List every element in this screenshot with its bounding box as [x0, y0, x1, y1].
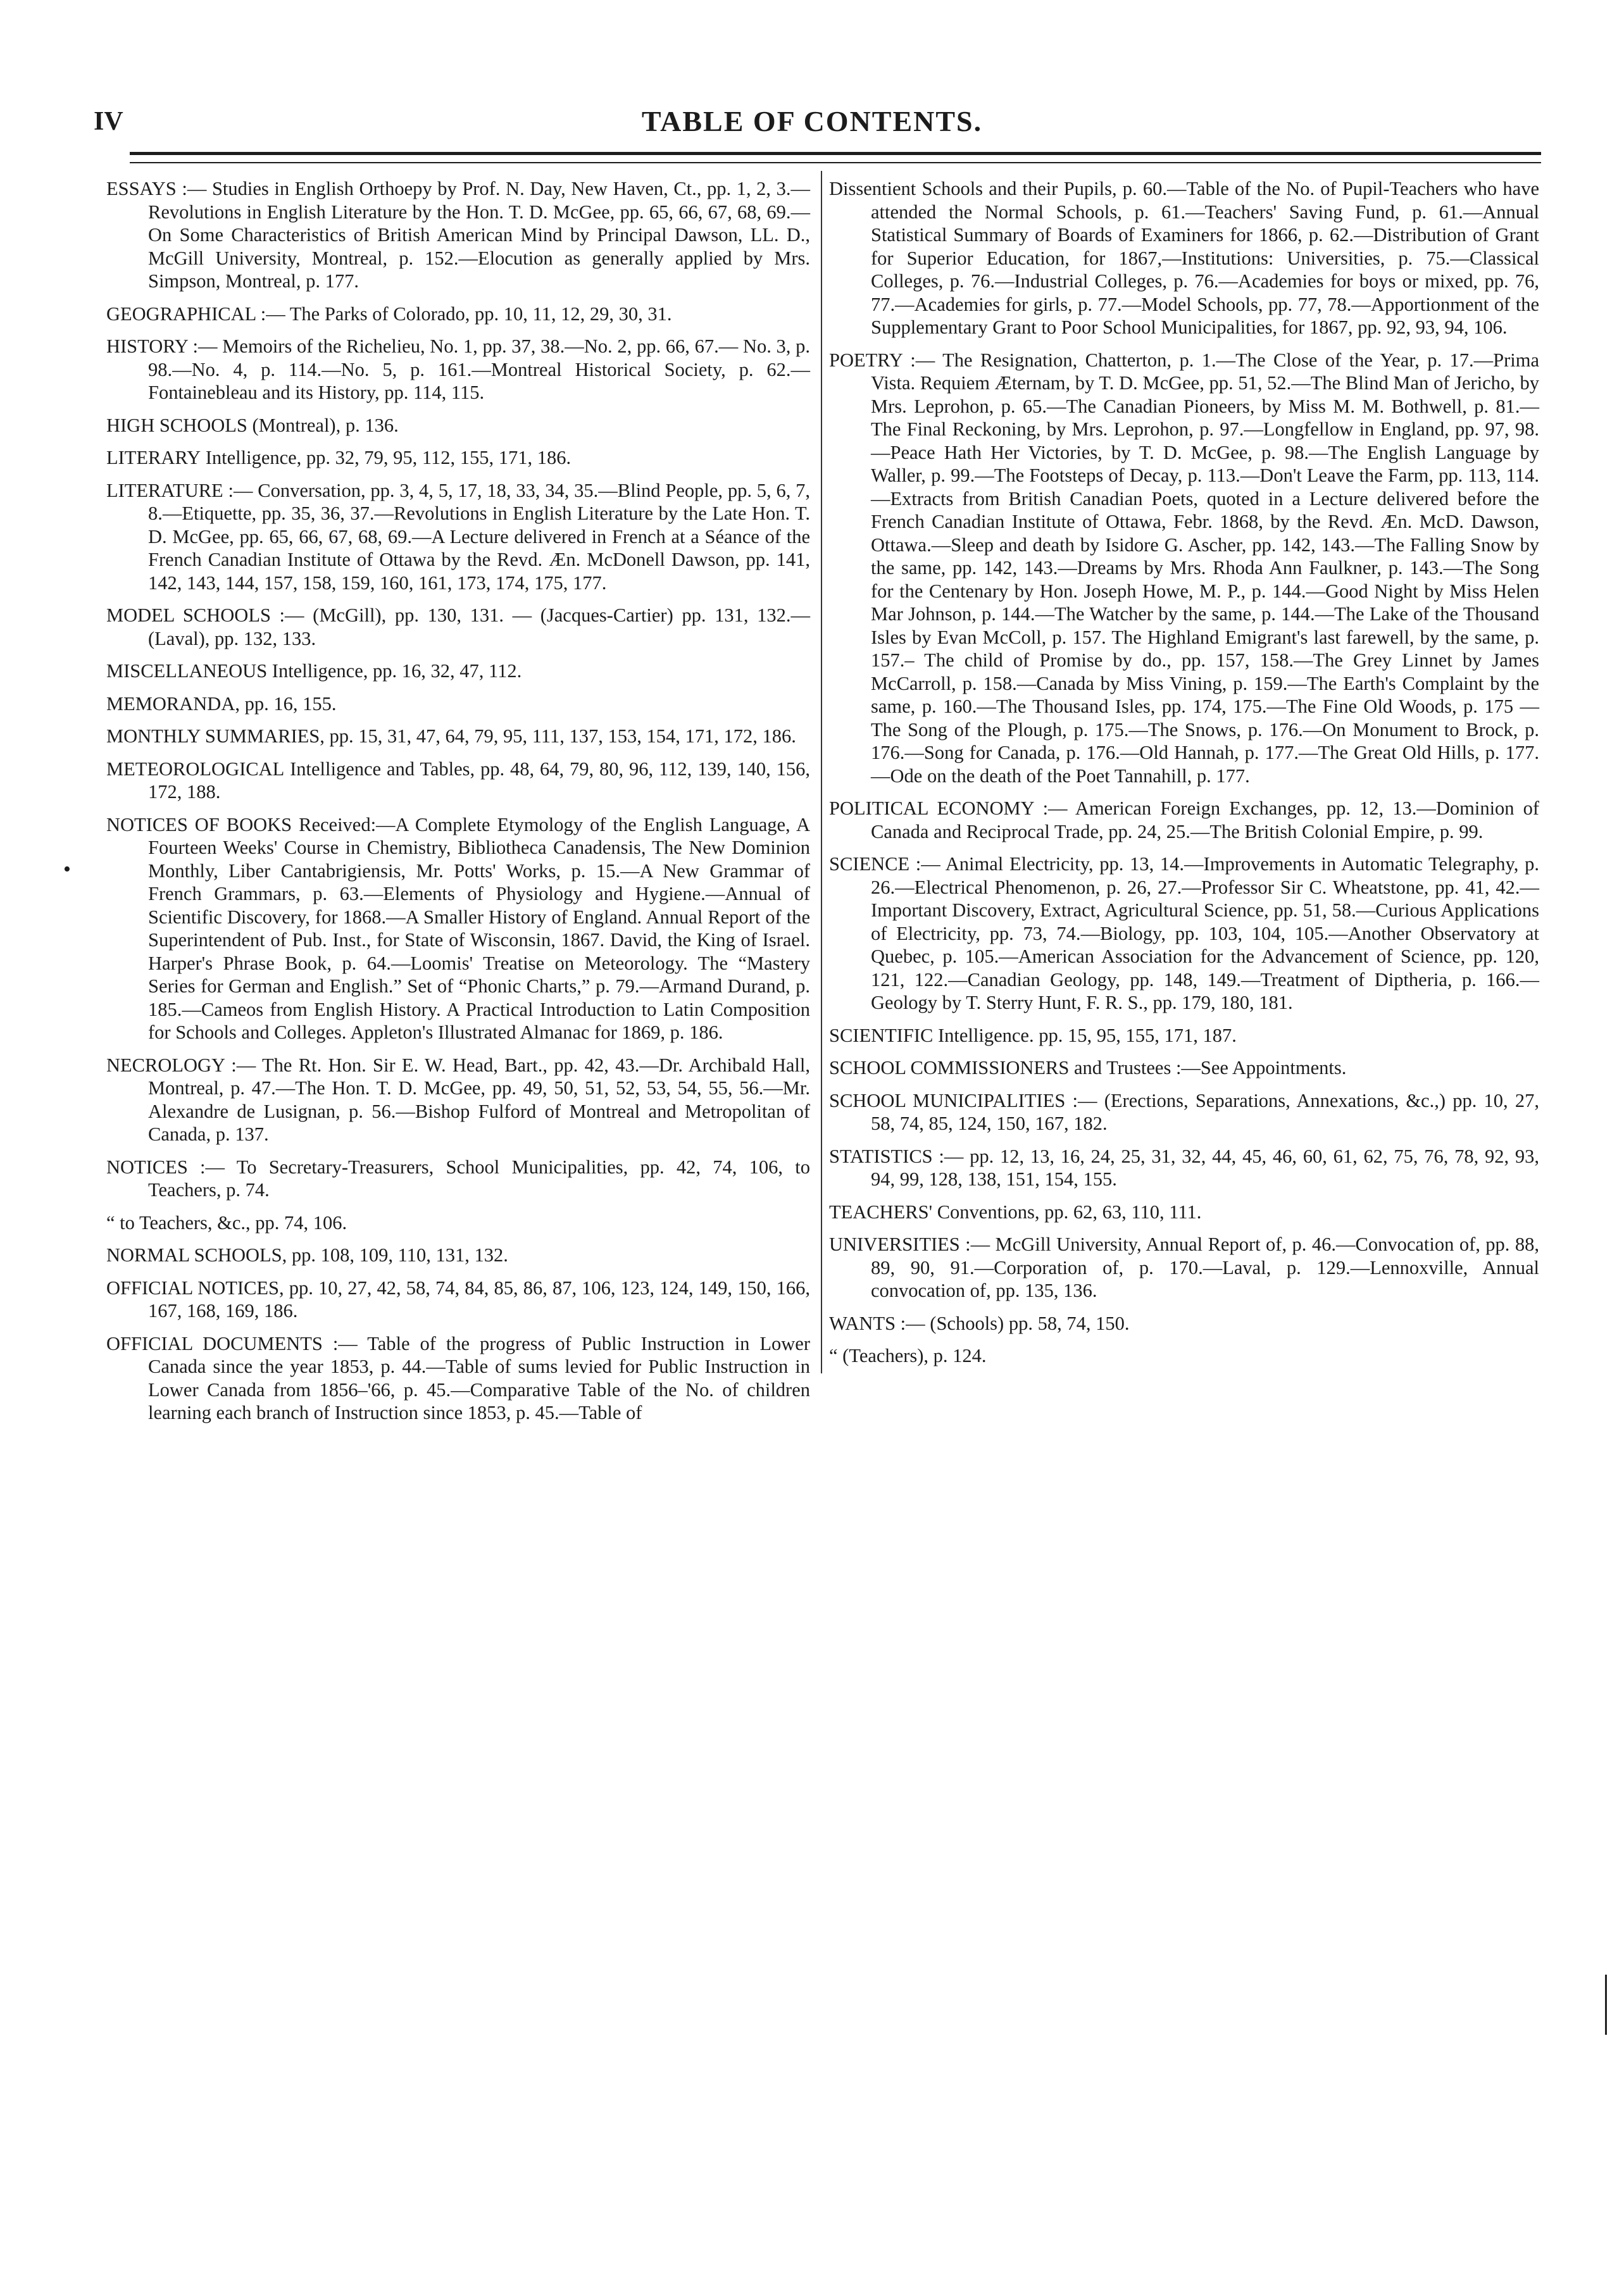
toc-entry — [106, 1277, 810, 1323]
toc-entry-heading: NOTICES OF BOOKS — [106, 813, 292, 835]
toc-entry — [106, 479, 810, 595]
page-title: TABLE OF CONTENTS. — [641, 105, 983, 137]
margin-mark: • — [63, 858, 71, 881]
toc-entry — [106, 604, 810, 650]
toc-entry-text: Conventions, pp. 62, 63, 110, 111. — [937, 1201, 1202, 1223]
toc-entry-heading: SCHOOL MUNICIPALITIES :— — [829, 1089, 1097, 1111]
header-rule-thin — [130, 162, 1541, 163]
toc-entry-text: The Parks of Colorado, pp. 10, 11, 12, 29, 30, 31. — [289, 303, 672, 325]
toc-entry — [829, 1233, 1539, 1303]
toc-entry — [829, 349, 1539, 788]
toc-entry-text: pp. 12, 13, 16, 24, 25, 31, 32, 44, 45, 46, 60, 61, 62, 75, 76, 78, 92, 93, 94, 99, 128, 138, 151, 154, 155. — [871, 1145, 1539, 1190]
toc-entry — [829, 1312, 1539, 1335]
toc-entry-heading: NORMAL SCHOOLS, — [106, 1244, 287, 1266]
toc-entry-heading: OFFICIAL NOTICES, — [106, 1277, 284, 1299]
toc-entry-text: American Foreign Exchanges, pp. 12, 13.—Dominion of Canada and Reciprocal Trade, pp. 24, 25.—The British Colonial Empire, p. 99. — [871, 797, 1539, 842]
toc-entry — [106, 725, 810, 748]
toc-entry-text: McGill University, Annual Report of, p. 46.—Convocation of, pp. 88, 89, 90, 91.—Corporation of, p. 170.—Laval, p. 129.—Lennoxville, Annual convocation of, pp. 135, 136. — [871, 1234, 1540, 1301]
toc-entry-text: Intelligence. pp. 15, 95, 155, 171, 187. — [938, 1024, 1237, 1046]
toc-entry-heading: NECROLOGY :— — [106, 1054, 256, 1076]
toc-entry-text: Intelligence, pp. 32, 79, 95, 112, 155, 171, 186. — [205, 447, 572, 468]
header-rule-thick — [130, 152, 1541, 155]
toc-entry-text: Intelligence and Tables, pp. 48, 64, 79, 80, 96, 112, 139, 140, 156, 172, 188. — [148, 758, 811, 803]
toc-entry — [106, 1332, 810, 1425]
toc-entry-heading: HISTORY :— — [106, 335, 218, 357]
toc-entry-heading: SCHOOL COMMISSIONERS — [829, 1057, 1070, 1078]
toc-entry-heading: METEOROLOGICAL — [106, 758, 285, 780]
toc-entry-text: pp. 16, 155. — [244, 692, 337, 715]
toc-entry — [829, 1056, 1539, 1080]
page-number: IV — [94, 107, 123, 136]
toc-entry — [106, 303, 810, 326]
toc-entry-heading: TEACHERS' — [829, 1201, 933, 1223]
toc-entry-heading: LITERARY — [106, 447, 201, 468]
toc-entry-text: pp. 108, 109, 110, 131, 132. — [291, 1244, 508, 1266]
toc-entry — [829, 177, 1539, 339]
margin-bar — [1605, 1975, 1607, 2035]
toc-entry-text: and Trustees :—See Appointments. — [1073, 1057, 1347, 1078]
toc-entry — [106, 813, 810, 1044]
toc-entry — [106, 1156, 810, 1202]
toc-entry-heading: “ — [829, 1345, 838, 1366]
toc-entry-text: Memoirs of the Richelieu, No. 1, pp. 37, 38.—No. 2, pp. 66, 67.— No. 3, p. 98.—No. 4, p. 114.—No. 5, p. 161.—Montreal Historical Society, p. 62.—Fontainebleau and its History, pp. 114, 115. — [148, 335, 810, 403]
toc-entry — [106, 1244, 810, 1267]
toc-entry-text: Studies in English Orthoepy by Prof. N. Day, New Haven, Ct., pp. 1, 2, 3.—Revolutions in English Literature by the Hon. T. D. McGee, pp. 65, 66, 67, 68, 69.—On Some Characteristics of British American Mind by Principal Dawson, LL. D., McGill University, Montreal, p. 152.—Elocution as generally applied by Mrs. Simpson, Montreal, p. 177. — [148, 178, 811, 292]
toc-entry — [829, 797, 1539, 843]
right-column — [829, 177, 1539, 1377]
toc-entry-heading: UNIVERSITIES :— — [829, 1234, 990, 1255]
toc-entry-heading: POLITICAL ECONOMY :— — [829, 797, 1068, 819]
toc-entry — [829, 1344, 1539, 1368]
toc-entry — [106, 177, 810, 293]
toc-entry-heading: POETRY :— — [829, 349, 935, 371]
toc-entry-text: pp. 15, 31, 47, 64, 79, 95, 111, 137, 153, 154, 171, 172, 186. — [329, 725, 796, 747]
toc-entry-text: (Teachers), p. 124. — [842, 1345, 987, 1366]
toc-entry — [106, 446, 810, 470]
toc-entry — [106, 335, 810, 404]
toc-entry-text: to Teachers, &c., pp. 74, 106. — [120, 1211, 347, 1234]
toc-entry-text: (Montreal), p. 136. — [252, 414, 399, 436]
toc-entry — [829, 1024, 1539, 1047]
toc-entry — [829, 1089, 1539, 1135]
toc-entry-heading: MONTHLY SUMMARIES, — [106, 725, 325, 747]
toc-entry — [106, 692, 810, 716]
toc-entry-text: To Secretary-Treasurers, School Municipalities, pp. 42, 74, 106, to Teachers, p. 74. — [148, 1156, 810, 1201]
toc-entry-text: (McGill), pp. 130, 131. — (Jacques-Cartier) pp. 131, 132.—(Laval), pp. 132, 133. — [148, 604, 810, 649]
toc-entry-heading: ESSAYS :— — [106, 178, 207, 199]
toc-entry — [829, 853, 1539, 1015]
toc-entry-text: The Rt. Hon. Sir E. W. Head, Bart., pp. 42, 43.—Dr. Archibald Hall, Montreal, p. 47.—The Hon. T. D. McGee, pp. 49, 50, 51, 52, 53, 54, 55, 56.—Mr. Alexandre de Lusignan, p. 56.—Bishop Fulford of Montreal and Metropolitan of Canada, p. 137. — [148, 1054, 810, 1145]
toc-entry-heading: SCIENCE :— — [829, 853, 940, 875]
toc-entry-heading: LITERATURE :— — [106, 479, 253, 501]
toc-entry — [829, 1201, 1539, 1224]
toc-entry-text: Received:—A Complete Etymology of the English Language, A Fourteen Weeks' Course in Chemistry, Bibliotheca Canadensis, The New Dominion Monthly, Liber Cantabrigiensis, Mr. Potts' Works, p. 15.—A New Grammar of French Grammars, p. 63.—Elements of Physiology and Hygiene.—Annual of Scientific Discovery, for 1868.—A Smaller History of England. Annual Report of the Superintendent of Pub. Inst., for State of Wisconsin, 1867. David, the King of Israel. Harper's Phrase Book, p. 64.—Loomis' Treatise on Meteorology. The “Mastery Series for German and English.” Set of “Phonic Charts,” p. 79.—Armand Durand, p. 185.—Cameos from English History. A Practical Introduction to Latin Composition for Schools and Colleges. Appleton's Illustrated Almanac for 1869, p. 186. — [148, 813, 810, 1043]
toc-entry — [106, 414, 810, 437]
toc-entry — [106, 659, 810, 683]
toc-entry — [106, 1054, 810, 1146]
toc-entry-heading: OFFICIAL DOCUMENTS :— — [106, 1332, 358, 1354]
toc-entry-text: Conversation, pp. 3, 4, 5, 17, 18, 33, 34, 35.—Blind People, pp. 5, 6, 7, 8.—Etiquette, pp. 35, 36, 37.—Revolutions in English Literature by the Late Hon. T. D. McGee, pp. 65, 66, 67, 68, 69.—A Lecture delivered in French at a Séance of the French Canadian Institute of Ottawa by the Revd. Æn. McDonell Dawson, pp. 141, 142, 143, 144, 157, 158, 159, 160, 161, 173, 174, 175, 177. — [148, 479, 811, 594]
toc-entry-text: Intelligence, pp. 16, 32, 47, 112. — [272, 660, 522, 682]
toc-entry-heading: WANTS :— — [829, 1312, 925, 1334]
toc-entry-heading: SCIENTIFIC — [829, 1024, 934, 1046]
column-divider — [821, 171, 822, 1373]
toc-entry — [829, 1145, 1539, 1191]
toc-entry-heading: GEOGRAPHICAL :— — [106, 303, 285, 325]
toc-entry — [106, 758, 810, 804]
toc-entry-heading: HIGH SCHOOLS — [106, 414, 247, 436]
toc-entry-text: Animal Electricity, pp. 13, 14.—Improvements in Automatic Telegraphy, p. 26.—Electrical Phenomenon, p. 26, 27.—Professor Sir C. Wheatstone, pp. 41, 42.—Important Discovery, Extract, Agricultural Science, pp. 51, 58.—Curious Applications of Electricity, pp. 73, 74.—Biology, pp. 103, 104, 105.—Another Observatory at Quebec, p. 105.—American Association for the Advancement of Science, pp. 120, 121, 122.—Canadian Geology, pp. 148, 149.—Treatment of Diptheria, p. 166.—Geology by T. Sterry Hunt, F. R. S., pp. 179, 180, 181. — [871, 853, 1539, 1013]
toc-entry — [106, 1211, 810, 1235]
toc-entry-heading: NOTICES :— — [106, 1156, 225, 1178]
left-column — [106, 177, 810, 1434]
toc-entry-text: Table of the progress of Public Instruction in Lower Canada since the year 1853, p. 44.—Table of sums levied for Public Instruction in Lower Canada from 1856–'66, p. 45.—Comparative Table of the No. of children learning each branch of Instruction since 1853, p. 45.—Table of — [148, 1332, 810, 1423]
toc-entry-text: Dissentient Schools and their Pupils, p. 60.—Table of the No. of Pupil-Teachers who have attended the Normal Schools, p. 61.—Teachers' Saving Fund, p. 61.—Annual Statistical Summary of Boards of Examiners for 1866, p. 62.—Distribution of Grant for Superior Education, for 1867,—Institutions: Universities, p. 75.—Classical Colleges, p. 76.—Industrial Colleges, p. 76.—Academies for boys or mixed, pp. 76, 77.—Academies for girls, p. 77.—Model Schools, pp. 77, 78.—Apportionment of the Supplementary Grant to Poor School Municipalities, for 1867, pp. 92, 93, 94, 106. — [829, 178, 1539, 338]
toc-entry-heading: MEMORANDA, — [106, 692, 240, 715]
toc-entry-heading: STATISTICS :— — [829, 1145, 964, 1167]
toc-entry-heading: “ — [106, 1211, 115, 1234]
toc-entry-text: (Erections, Separations, Annexations, &c.,) pp. 10, 27, 58, 74, 85, 124, 150, 167, 182. — [871, 1089, 1539, 1134]
toc-entry-heading: MODEL SCHOOLS :— — [106, 604, 304, 626]
toc-entry-text: (Schools) pp. 58, 74, 150. — [930, 1312, 1130, 1334]
toc-entry-heading: MISCELLANEOUS — [106, 660, 268, 682]
toc-entry-text: The Resignation, Chatterton, p. 1.—The Close of the Year, p. 17.—Prima Vista. Requiem Æternam, by T. D. McGee, pp. 51, 52.—The Blind Man of Jericho, by Mrs. Leprohon, p. 65.—The Canadian Pioneers, by Miss M. M. Bothwell, p. 81.—The Final Reckoning, by Mrs. Leprohon, p. 97.—Longfellow in England, pp. 97, 98.—Peace Hath Her Victories, by T. D. McGee, p. 98.—The English Language by Waller, p. 99.—The Footsteps of Decay, p. 113.—Don't Leave the Farm, pp. 113, 114.—Extracts from British Canadian Poets, quoted in a Lecture delivered before the French Canadian Institute of Ottawa, Febr. 1868, by the Revd. Æn. McD. Dawson, Ottawa.—Sleep and death by Isidore G. Ascher, pp. 142, 143.—The Falling Snow by the same, pp. 142, 143.—Dreams by Mrs. Rhoda Ann Faulkner, p. 143.—The Song for the Centenary by Hon. Joseph Howe, M. P., p. 144.—Good Night by Miss Helen Mar Johnson, p. 144.—The Watcher by the same, p. 144.—The Lake of the Thousand Isles by Evan McColl, p. 157. The Highland Emigrant's last farewell, by the same, p. 157.– The child of Promise by do., pp. 157, 158.—The Grey Linnet by James McCarroll, p. 158.—Canada by Miss Vining, p. 159.—The Earth's Complaint by the same, p. 160.—The Thousand Isles, pp. 174, 175.—The Fine Old Woods, p. 175 —The Song of the Plough, p. 175.—The Snows, p. 176.—On Monument to Brock, p. 176.—Song for Canada, p. 176.—Old Hannah, p. 177.—The Great Old Hills, p. 177.—Ode on the death of the Poet Tannahill, p. 177. — [871, 349, 1540, 787]
toc-entry-text: pp. 10, 27, 42, 58, 74, 84, 85, 86, 87, 106, 123, 124, 149, 150, 166, 167, 168, 169, 186. — [148, 1277, 811, 1321]
